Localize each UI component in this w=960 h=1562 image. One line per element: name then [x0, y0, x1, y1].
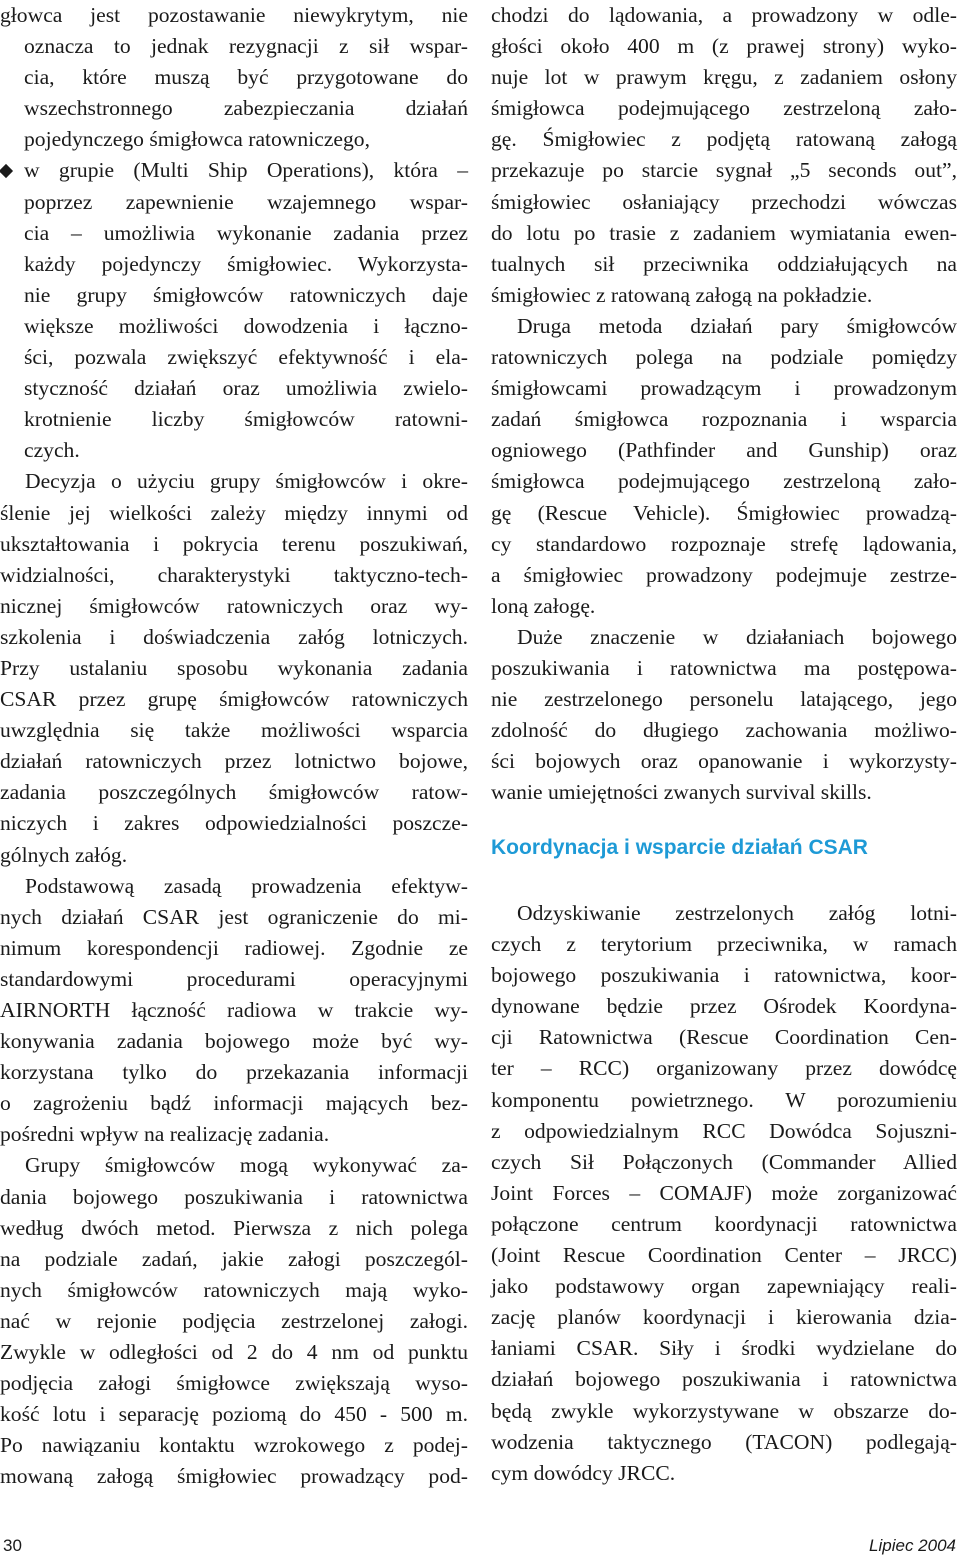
text-line: ukształtowania i pokrycia terenu poszukiwań, [0, 531, 468, 556]
text-line: AIRNORTH łączność radiowa w trakcie wy- [0, 998, 468, 1022]
text-line: wanie umiejętności zwanych survival skills. [491, 780, 872, 805]
text-line: zację planów koordynacji i kierowania dzia- [491, 1305, 957, 1330]
text-line: Przy ustalaniu sposobu wykonania zadania [0, 655, 468, 680]
text-line: zadań śmigłowca rozpoznania i wsparcia [491, 407, 957, 432]
text-line: Duże znaczenie w działaniach bojowego [517, 624, 957, 649]
text-line: szkolenia i doświadczenia załóg lotniczych. [0, 624, 468, 649]
text-line: CSAR przez grupę śmigłowców ratowniczych [0, 687, 468, 712]
text-line: chodzi do lądowania, a prowadzony w odle- [491, 3, 957, 27]
text-line: większe możliwości dowodzenia i łączno- [24, 313, 468, 338]
text-line: śmigłowiec osłaniający przechodzi wówczas [491, 189, 957, 214]
text-line: połączone centrum koordynacji ratownictwa [491, 1211, 957, 1236]
text-line: cia, które muszą być przygotowane do [24, 65, 468, 90]
text-line: łaniami CSAR. Siły i środki wydzielane do [491, 1336, 957, 1361]
text-line: cji Ratownictwa (Rescue Coordination Cen- [491, 1025, 957, 1050]
text-line: działań ratowniczych przez lotnictwo bojowe, [0, 749, 468, 774]
bullet-line-text: w grupie (Multi Ship Operations), która – [24, 158, 468, 183]
text-line: Druga metoda działań pary śmigłowców [517, 313, 957, 338]
text-line: dania bojowego poszukiwania i ratownictwa [0, 1184, 468, 1209]
text-line: nać w rejonie podjęcia zestrzelonej załogi. [0, 1308, 468, 1333]
page-number: 30 [3, 1536, 22, 1555]
text-line: podjęcia załogi śmigłowce zwiększają wyso- [0, 1371, 468, 1396]
text-line: gę. Śmigłowiec z podjętą ratowaną załogą [491, 127, 957, 152]
text-line: głości około 400 m (z prawej strony) wyko- [491, 34, 957, 59]
text-line: Joint Forces – COMAJF) może zorganizować [491, 1180, 957, 1205]
text-line: Po nawiązaniu kontaktu wzrokowego z podej- [0, 1433, 468, 1458]
text-line: będą zwykle wykorzystywane w obszarze do- [491, 1398, 957, 1423]
text-line: cy standardowo rozpoznaje strefę lądowania, [491, 531, 957, 556]
text-line [0, 155, 468, 186]
text-line: a śmigłowiec prowadzony podejmuje zestrze- [491, 562, 957, 587]
text-line: uwzględnia się także możliwości wsparcia [0, 718, 468, 743]
text-line: ratowniczych polega na podziale pomiędzy [491, 345, 957, 370]
text-line: każdy pojedynczy śmigłowiec. Wykorzysta- [24, 251, 468, 276]
text-line: wszechstronnego zabezpieczania działań [24, 96, 468, 121]
text-line: nie zestrzelonego personelu latającego, jego [491, 687, 957, 712]
text-line: czych Sił Połączonych (Commander Allied [491, 1149, 957, 1174]
text-line: ści bojowych oraz opanowanie i wykorzysty- [491, 749, 957, 774]
text-line: ogniowego (Pathfinder and Gunship) oraz [491, 438, 957, 463]
text-line: Odzyskiwanie zestrzelonych załóg lotni- [517, 901, 957, 925]
text-line: śmigłowcami prowadzącym i prowadzonym [491, 376, 957, 401]
text-line: mowaną załogą śmigłowiec prowadzący pod- [0, 1464, 468, 1489]
right-column-bottom [491, 898, 957, 1489]
text-line: ści, pozwala zwiększyć efektywność i ela- [24, 345, 468, 370]
text-line: śmigłowiec z ratowaną załogą na pokładzie. [491, 282, 873, 307]
text-line: niczych i zakres odpowiedzialności poszcze- [0, 811, 468, 836]
text-line: z odpowiedzialnym RCC Dowódca Sojuszni- [491, 1118, 957, 1143]
section-heading: Koordynacja i wsparcie działań CSAR [491, 836, 868, 859]
text-line: nuje lot w prawym kręgu, z zadaniem osłony [491, 65, 957, 90]
text-line: gę (Rescue Vehicle). Śmigłowiec prowadzą- [491, 500, 957, 525]
text-line: Decyzja o użyciu grupy śmigłowców i okre- [25, 469, 468, 494]
text-line: poszukiwania i ratownictwa ma postępowa- [491, 655, 957, 680]
text-line: zadania poszczególnych śmigłowców ratow- [0, 780, 468, 805]
bullet-diamond-icon [0, 164, 13, 178]
text-line: Podstawową zasadą prowadzenia efektyw- [25, 873, 468, 898]
text-line: Zwykle w odległości od 2 do 4 nm od punktu [0, 1340, 468, 1365]
text-line: ter – RCC) organizowany przez dowódcę [491, 1056, 957, 1081]
issue-date: Lipiec 2004 [869, 1536, 956, 1555]
text-line: zdolność do długiego zachowania możliwo- [491, 718, 957, 743]
text-line: śmigłowca podejmującego zestrzeloną zało- [491, 96, 957, 121]
text-line: gólnych załóg. [0, 842, 128, 867]
text-line: oznacza to jednak rezygnacji z sił wspar- [24, 34, 468, 59]
left-column [0, 0, 468, 1493]
text-line: głowca jest pozostawanie niewykrytym, nie [0, 3, 468, 27]
text-line: korzystana tylko do przekazania informacji [0, 1060, 468, 1085]
text-line: działań bojowego poszukiwania i ratownictwa [491, 1367, 957, 1392]
text-line: loną załogę. [491, 593, 596, 618]
text-line: nicznej śmigłowców ratowniczych oraz wy- [0, 593, 468, 618]
text-line: bojowego poszukiwania i ratownictwa, koor- [491, 963, 957, 988]
text-line: kość lotu i separację poziomą do 450 - 500 m. [0, 1402, 468, 1427]
text-line: jako podstawowy organ zapewniający reali- [491, 1274, 957, 1299]
text-line: standardowymi procedurami operacyjnymi [0, 966, 468, 991]
text-line: (Joint Rescue Coordination Center – JRCC) [491, 1243, 957, 1268]
text-line: przekazuje po starcie sygnał „5 seconds out”, [491, 158, 957, 183]
text-line: wodzenia taktycznego (TACON) podlegają- [491, 1429, 957, 1454]
text-line: komponentu powietrznego. W porozumieniu [491, 1087, 957, 1112]
text-line: cym dowódcy JRCC. [491, 1460, 676, 1485]
text-line: śmigłowca podejmującego zestrzeloną zało- [491, 469, 957, 494]
text-line: czych. [24, 438, 80, 463]
text-line: dynowane będzie przez Ośrodek Koordyna- [491, 994, 957, 1019]
text-line: krotnienie liczby śmigłowców ratowni- [24, 407, 468, 432]
text-line: poprzez zapewnienie wzajemnego wspar- [24, 189, 468, 214]
text-line: ślenie jej wielkości zależy między innymi od [0, 500, 468, 525]
text-line: konywania zadania bojowego może być wy- [0, 1029, 468, 1054]
text-line: na podziale zadań, jakie załogi poszczegól- [0, 1246, 468, 1271]
text-line: pojedynczego śmigłowca ratowniczego, [24, 127, 370, 152]
text-line: styczność działań oraz umożliwia zwielo- [24, 376, 468, 401]
text-line: do lotu po trasie z zadaniem wymiatania ewen- [491, 220, 957, 245]
text-line: widzialności, charakterystyki taktyczno-tech- [0, 562, 468, 587]
text-line: nie grupy śmigłowców ratowniczych daje [24, 282, 468, 307]
text-line: nych działań CSAR jest ograniczenie do mi- [0, 904, 468, 929]
text-line: tualnych sił przeciwnika oddziałujących na [491, 251, 957, 276]
text-line: pośredni wpływ na realizację zadania. [0, 1122, 330, 1147]
text-line: o zagrożeniu bądź informacji mających bez- [0, 1091, 468, 1116]
text-line: nimum korespondencji radiowej. Zgodnie ze [0, 935, 468, 960]
text-line: nych śmigłowców ratowniczych mają wyko- [0, 1277, 468, 1302]
text-line: cia – umożliwia wykonanie zadania przez [24, 220, 468, 245]
right-column-top [491, 0, 957, 808]
text-line: czych z terytorium przeciwnika, w ramach [491, 932, 957, 957]
text-line: według dwóch metod. Pierwsza z nich polega [0, 1215, 468, 1240]
text-line: Grupy śmigłowców mogą wykonywać za- [25, 1153, 468, 1178]
